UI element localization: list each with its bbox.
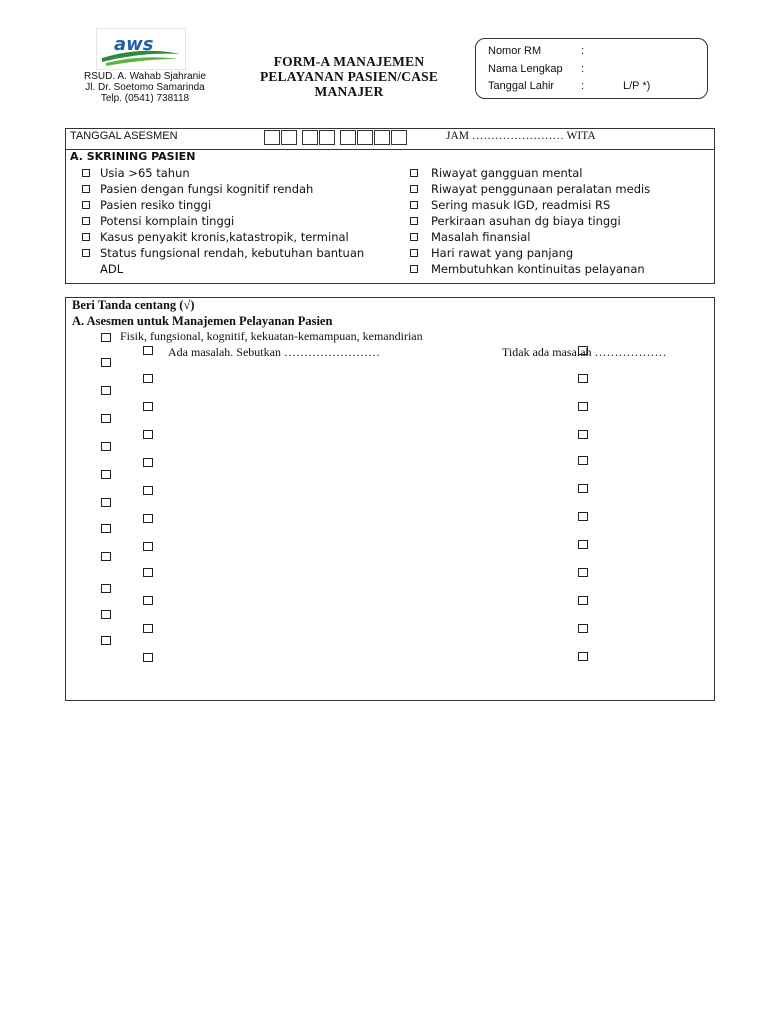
nama-lengkap-colon: : [581,63,585,75]
date-digit-box[interactable] [374,130,390,145]
outer-checkbox[interactable] [101,498,111,507]
tidak-ada-masalah-checkbox[interactable] [578,402,588,411]
logo-text: aws [114,34,154,55]
outer-checkbox[interactable] [101,584,111,593]
date-digit-box[interactable] [357,130,373,145]
screening-item: Sering masuk IGD, readmisi RS [431,198,611,212]
ada-masalah-checkbox[interactable] [143,374,153,383]
ada-masalah-checkbox[interactable] [143,596,153,605]
nama-lengkap-label: Nama Lengkap [488,63,563,75]
date-digit-box[interactable] [340,130,356,145]
tanggal-asesmen-label: TANGGAL ASESMEN [70,130,178,142]
tidak-ada-masalah-checkbox[interactable] [578,596,588,605]
outer-checkbox[interactable] [101,552,111,561]
screening-checkbox[interactable] [82,169,90,177]
ada-masalah-checkbox[interactable] [143,458,153,467]
hospital-logo [96,28,186,70]
date-digit-box[interactable] [281,130,297,145]
outer-checkbox[interactable] [101,610,111,619]
outer-checkbox[interactable] [101,636,111,645]
ada-masalah-checkbox[interactable] [143,624,153,633]
date-digit-box[interactable] [302,130,318,145]
screening-item: Usia >65 tahun [100,166,190,180]
tanggal-lahir-colon: : [581,80,585,92]
outer-checkbox[interactable] [101,386,111,395]
tidak-ada-masalah-checkbox[interactable] [578,540,588,549]
screening-checkbox[interactable] [410,169,418,177]
screening-item: Membutuhkan kontinuitas pelayanan [431,262,645,276]
ada-masalah-checkbox[interactable] [143,514,153,523]
form-title [236,54,462,99]
outer-checkbox[interactable] [101,524,111,533]
item-checkbox[interactable] [101,333,111,342]
tidak-ada-masalah-checkbox[interactable] [578,652,588,661]
screening-item: Riwayat gangguan mental [431,166,583,180]
tidak-ada-masalah-checkbox[interactable] [578,374,588,383]
nomor-rm-colon: : [581,45,585,57]
date-digit-box[interactable] [264,130,280,145]
gender-field: L/P *) [623,80,651,92]
screening-item: Potensi komplain tinggi [100,214,235,228]
screening-item: Kasus penyakit kronis,katastropik, terminal [100,230,349,244]
outer-checkbox[interactable] [101,470,111,479]
patient-identity-box [475,38,708,99]
outer-checkbox[interactable] [101,358,111,367]
tidak-ada-masalah-checkbox[interactable] [578,568,588,577]
screening-item: Hari rawat yang panjang [431,246,574,260]
screening-item: Status fungsional rendah, kebutuhan bantuan [100,246,365,260]
title-line-3: MANAJER [314,84,384,99]
tidak-ada-masalah-checkbox[interactable] [578,430,588,439]
jam-wita-field: JAM …………………… WITA [446,130,596,142]
ada-masalah-checkbox[interactable] [143,486,153,495]
tidak-ada-masalah-label: Tidak ada masalah ……………… [502,345,667,359]
screening-checkbox[interactable] [82,233,90,241]
screening-checkbox[interactable] [82,201,90,209]
outer-checkbox[interactable] [101,414,111,423]
screening-checkbox[interactable] [410,217,418,225]
ada-masalah-checkbox[interactable] [143,542,153,551]
screening-item: Pasien dengan fungsi kognitif rendah [100,182,314,196]
tidak-ada-masalah-checkbox[interactable] [578,346,588,355]
title-line-1: FORM-A MANAJEMEN [273,54,425,69]
screening-heading: A. SKRINING PASIEN [70,150,196,163]
hospital-phone: Telp. (0541) 738118 [100,93,190,104]
screening-checkbox[interactable] [82,249,90,257]
screening-item-continuation: ADL [100,262,124,276]
screening-checkbox[interactable] [410,249,418,257]
screening-checkbox[interactable] [410,201,418,209]
screening-checkbox[interactable] [82,217,90,225]
ada-masalah-label: Ada masalah. Sebutkan …………………… [168,345,380,359]
screening-checkbox[interactable] [82,185,90,193]
screening-checkbox[interactable] [410,265,418,273]
hospital-address: Jl. Dr. Soetomo Samarinda [85,82,205,93]
ada-masalah-checkbox[interactable] [143,568,153,577]
screening-item: Perkiraan asuhan dg biaya tinggi [431,214,621,228]
screening-item: Riwayat penggunaan peralatan medis [431,182,651,196]
ada-masalah-checkbox[interactable] [143,430,153,439]
tidak-ada-masalah-checkbox[interactable] [578,484,588,493]
tidak-ada-masalah-checkbox[interactable] [578,456,588,465]
ada-masalah-checkbox[interactable] [143,402,153,411]
tanggal-lahir-label: Tanggal Lahir [488,80,555,92]
screening-item: Masalah finansial [431,230,531,244]
check-instruction: Beri Tanda centang (√) [72,298,195,312]
ada-masalah-checkbox[interactable] [143,346,153,355]
screening-checkbox[interactable] [410,185,418,193]
screening-checkbox[interactable] [410,233,418,241]
tidak-ada-masalah-checkbox[interactable] [578,512,588,521]
assessment-heading: A. Asesmen untuk Manajemen Pelayanan Pasien [72,314,333,328]
hospital-name: RSUD. A. Wahab Sjahranie [84,71,206,82]
ada-masalah-checkbox[interactable] [143,653,153,662]
date-digit-box[interactable] [319,130,335,145]
outer-checkbox[interactable] [101,442,111,451]
fisik-fungsional-item: Fisik, fungsional, kognitif, kekuatan-kemampuan, kemandirian [120,329,423,343]
tidak-ada-masalah-checkbox[interactable] [578,624,588,633]
screening-item: Pasien resiko tinggi [100,198,212,212]
title-line-2: PELAYANAN PASIEN/CASE [259,69,439,84]
nomor-rm-label: Nomor RM [488,45,542,57]
date-digit-box[interactable] [391,130,407,145]
